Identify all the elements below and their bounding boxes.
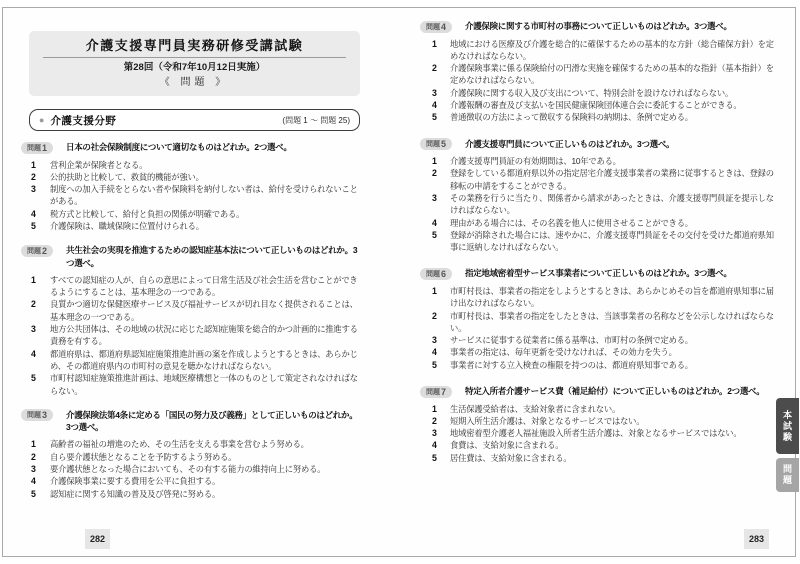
- choice: 4 介護保険事業に要する費用を公平に負担する。: [31, 476, 221, 487]
- question-4: [420, 20, 780, 124]
- header-divider: [43, 57, 346, 58]
- choice: 2 短期入所生活介護は、対象となるサービスではない。: [432, 415, 645, 426]
- question-header: [26, 244, 360, 269]
- question-header: [26, 141, 360, 154]
- choice: 5 介護保険は、職域保険に位置付けられる。: [31, 220, 204, 231]
- page-number-right: 283: [744, 529, 769, 549]
- choice: 4 都道府県は、都道府県認知症施策推進計画の案を作成しようとするときは、あらかじめ、その都道府県内の市町村の意見を聴かなければならない。: [31, 348, 358, 371]
- question-2: [26, 244, 360, 397]
- exam-edition: 第28回（令和7年10月12日実施）: [123, 62, 266, 73]
- question-text: 介護保険に関する市町村の事務について正しいものはどれか。3つ選べ。: [465, 21, 732, 31]
- choice: 1 営利企業が保険者となる。: [31, 159, 148, 170]
- question-text: 日本の社会保険制度について適切なものはどれか。2つ選べ。: [66, 142, 292, 152]
- question-3: [26, 409, 360, 500]
- right-page: [420, 20, 780, 464]
- choice: 5 普通徴収の方法によって徴収する保険料の納期は、条例で定める。: [432, 112, 693, 123]
- choice: 2 登録をしている都道府県以外の指定居宅介護支援事業者の業務に従事するときは、登録の移転の申請をすることができる。: [432, 168, 774, 191]
- choice: 3 地域密着型介護老人福祉施設入所者生活介護は、対象となるサービスではない。: [432, 428, 742, 439]
- choice: 2 自ら要介護状態となることを予防するよう努める。: [31, 451, 237, 462]
- choice: 1 生活保護受給者は、支給対象者に含まれない。: [432, 403, 621, 414]
- choice: 2 介護保険事業に係る保険給付の円滑な実施を確保するための基本的な指針（基本指針）を定めなければならない。: [432, 63, 774, 86]
- section-title: 介護支援分野: [50, 114, 117, 127]
- question-header: [26, 409, 360, 434]
- question-text: 指定地域密着型サービス事業者について正しいものはどれか。3つ選べ。: [465, 268, 732, 279]
- choice-list: [420, 38, 780, 124]
- question-text: 共生社会の実現を推進するための認知症基本法について正しいものはどれか。3つ選べ。: [66, 245, 358, 268]
- left-page: [26, 31, 360, 500]
- question-badge: 問題 5: [420, 138, 452, 150]
- choice: 1 介護支援専門員証の有効期間は、10年である。: [432, 156, 621, 167]
- choice: 1 高齢者の福祉の増進のため、その生活を支える事業を営むよう努める。: [31, 439, 309, 450]
- page-number-left: 282: [85, 529, 110, 549]
- question-header: [420, 20, 780, 33]
- choice: 1 すべての認知症の人が、自らの意思によって日常生活及び社会生活を営むことができるようにすることは、基本理念の一つである。: [31, 274, 358, 298]
- choice: 4 事業者の指定は、毎年更新を受けなければ、その効力を失う。: [432, 347, 677, 358]
- choice: 1 地域における医療及び介護を総合的に確保するための基本的な方針（総合確保方針）を定めなければならない。: [432, 38, 774, 61]
- choice-list: [29, 159, 360, 233]
- section-header: [29, 109, 360, 131]
- question-7: [420, 385, 780, 464]
- question-header: [420, 267, 780, 280]
- choice-list: [420, 155, 780, 253]
- question-header: [420, 138, 780, 151]
- question-5: [420, 138, 780, 254]
- choice: 3 その業務を行うに当たり、関係者から請求があったときは、介護支援専門員証を提示しなければならない。: [432, 192, 774, 216]
- choice: 4 税方式と比較して、給付と負担の関係が明確である。: [31, 208, 245, 219]
- choice: 3 介護保険に関する収入及び支出について、特別会計を設けなければならない。: [432, 87, 734, 98]
- section-bullet-icon: ●: [39, 114, 45, 125]
- choice-list: [29, 438, 360, 499]
- choice: 2 公的扶助と比較して、救貧的機能が強い。: [31, 171, 204, 182]
- question-badge: 問題 1: [21, 142, 53, 154]
- choice: 2 市町村長は、事業者の指定をしたときは、当該事業者の名称などを公示しなければならない。: [432, 310, 774, 333]
- question-1: [26, 141, 360, 232]
- choice-list: [29, 274, 360, 397]
- choice: 5 認知症に関する知識の普及及び啓発に努める。: [31, 488, 221, 499]
- choice: 5 登録が消除された場合には、速やかに、介護支援専門員証をその交付を受けた都道府県知事に返納しなければならない。: [432, 229, 774, 253]
- choice-list: [420, 403, 780, 464]
- choice: 4 介護報酬の審査及び支払いを国民健康保険団体連合会に委託することができる。: [432, 99, 742, 110]
- exam-caption: 《 問題 》: [159, 77, 230, 88]
- choice: 5 居住費は、支給対象に含まれる。: [432, 452, 572, 463]
- question-badge: 問題 7: [420, 386, 452, 398]
- question-header: [420, 385, 780, 398]
- question-text: 特定入所者介護サービス費（補足給付）について正しいものはどれか。2つ選べ。: [465, 386, 765, 397]
- choice-list: [420, 285, 780, 371]
- edge-tab-honshiken: 本試験: [776, 398, 799, 454]
- choice: 2 良質かつ適切な保健医療サービス及び福祉サービスが切れ目なく提供されることは、基本理念の一つである。: [31, 299, 358, 322]
- choice: 4 食費は、支給対象に含まれる。: [432, 440, 564, 451]
- exam-title: 介護支援専門員実務研修受講試験: [85, 38, 304, 53]
- left-questions: [26, 141, 360, 500]
- choice: 5 事業者に対する立入検査の権限を持つのは、都道府県知事である。: [432, 359, 693, 370]
- choice: 5 市町村認知症施策推進計画は、地域医療構想と一体のものとして策定されなければならない。: [31, 373, 358, 396]
- choice: 3 地方公共団体は、その地域の状況に応じた認知症施策を総合的かつ計画的に推進する責務を有する。: [31, 324, 358, 347]
- question-badge: 問題 4: [420, 21, 452, 33]
- choice: 3 要介護状態となった場合においても、その有する能力の維持向上に努める。: [31, 464, 326, 475]
- choice: 3 制度への加入手続をとらない者や保険料を納付しない者は、給付を受けられないことがある。: [31, 184, 358, 207]
- question-badge: 問題 6: [420, 268, 452, 280]
- question-text: 介護支援専門員について正しいものはどれか。3つ選べ。: [465, 138, 675, 149]
- exam-header-box: [29, 31, 360, 96]
- question-badge: 問題 2: [21, 245, 53, 257]
- choice: 1 市町村長は、事業者の指定をしようとするときは、あらかじめその旨を都道府県知事に届け出なければならない。: [432, 285, 774, 309]
- edge-tab-mondai: 問題: [776, 458, 799, 492]
- question-6: [420, 267, 780, 371]
- question-text: 介護保険法第4条に定める「国民の努力及び義務」として正しいものはどれか。3つ選べ。: [66, 409, 358, 433]
- choice: 4 理由がある場合には、その名義を他人に使用させることができる。: [432, 217, 693, 228]
- section-question-range: (問題 1 ～ 問題 25): [282, 115, 350, 125]
- choice: 3 サービスに従事する従業者に係る基準は、市町村の条例で定める。: [432, 335, 693, 346]
- question-badge: 問題 3: [21, 409, 53, 421]
